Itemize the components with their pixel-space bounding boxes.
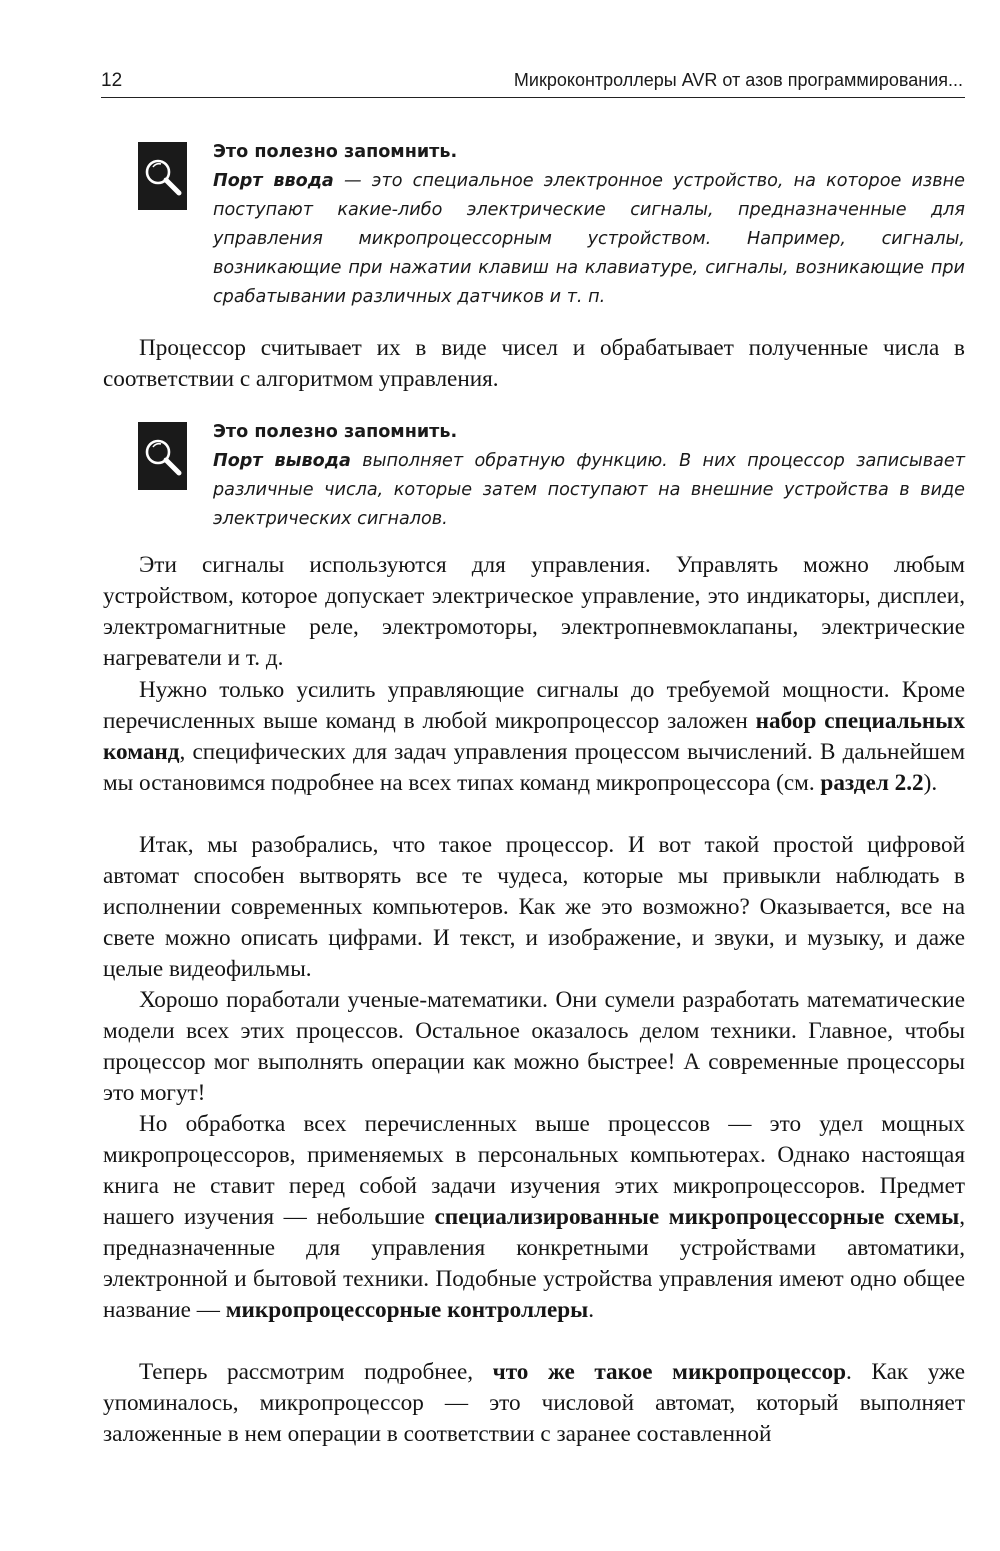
bold-term: что же такое микропроцессор — [492, 1359, 847, 1385]
text-run: , специфических для задач управления процессом вычислений. В дальнейшем мы остановимся подробнее на всех типах команд микропроцессора (см. — [103, 739, 965, 796]
page-number: 12 — [101, 70, 123, 91]
note-term: Порт ввода — [213, 171, 334, 191]
note-term: Порт вывода — [213, 451, 351, 471]
paragraph-signals-usage: Эти сигналы используются для управления. Управлять можно любым устройством, которое допускает электрическое управление, это индикаторы, дисплеи, электромагнитные реле, электромоторы, электропневмоклапаны, электрические нагреватели и т. д. — [103, 552, 965, 671]
magnifier-icon — [138, 422, 187, 490]
paragraph-special-commands — [103, 675, 965, 799]
note-body — [213, 167, 965, 312]
text-run: Нужно только усилить управляющие сигналы до требуемой мощности. Кроме перечисленных выше команд в любой микропроцессор заложен — [103, 677, 965, 734]
text-run: . — [588, 1297, 595, 1323]
header-rule — [101, 97, 965, 98]
section-reference: раздел 2.2 — [820, 770, 924, 796]
text-run: . Как уже упоминалось, микропроцессор — это числовой автомат, который выполняет заложенные в нем операции в соответствии с заранее составленной — [103, 1359, 966, 1447]
magnifier-icon — [138, 142, 187, 210]
paragraph-microcontrollers — [103, 1109, 965, 1326]
paragraph-mathematicians: Хорошо поработали ученые-математики. Они сумели разработать математические модели всех этих процессов. Остальное оказалось делом техники. Главное, чтобы процессор мог выполнять операции как можно быстрее! А современные процессоры это могут! — [103, 987, 965, 1106]
note-text: выполняет обратную функцию. В них процессор записывает различные числа, которые затем поступают на внешние устройства в виде электрических сигналов. — [213, 451, 965, 529]
paragraph-processor-reads: Процессор считывает их в виде чисел и обрабатывает полученные числа в соответствии с алгоритмом управления. — [103, 335, 965, 392]
running-title: Микроконтроллеры AVR от азов программирования... — [513, 70, 963, 90]
text-run: , предназначенные для управления конкретными устройствами автоматики, электронной и бытовой техники. Подобные устройства управления имеют одно общее название — — [103, 1204, 965, 1323]
note-title: Это полезно запомнить. — [213, 422, 458, 442]
note-body — [213, 447, 965, 534]
bold-term: специализированные микропроцессорные схемы — [434, 1204, 960, 1230]
note-box-input-port — [101, 138, 965, 312]
bold-term: микропроцессорные контроллеры — [225, 1297, 589, 1323]
text-run: ). — [923, 770, 938, 796]
note-box-output-port — [101, 418, 965, 534]
paragraph-what-is-microprocessor — [103, 1357, 965, 1450]
note-text: — это специальное электронное устройство, на которое извне поступают какие-либо электрические сигналы, предназначенные для управления микропроцессорным устройством. Например, сигналы, возникающие при нажатии клавиш на клавиатуре, сигналы, возникающие при срабатывании различных датчиков и т. п. — [213, 171, 965, 307]
note-title: Это полезно запомнить. — [213, 142, 458, 162]
text-run: Теперь рассмотрим подробнее, — [139, 1359, 493, 1385]
paragraph-digital-automaton: Итак, мы разобрались, что такое процессор. И вот такой простой цифровой автомат способен вытворять все те чудеса, которые мы привыкли наблюдать в исполнении современных компьютеров. Как же это возможно? Оказывается, все на свете можно описать цифрами. И текст, и изображение, и звуки, и музыку, и даже целые видеофильмы. — [103, 832, 965, 982]
text-run: Но обработка всех перечисленных выше процессов — это удел мощных микропроцессоров, применяемых в персональных компьютерах. Однако настоящая книга не ставит перед собой задачи изучения этих микропроцессоров. Предмет нашего изучения — небольшие — [103, 1111, 965, 1230]
bold-term: набор специальных команд — [103, 708, 965, 765]
